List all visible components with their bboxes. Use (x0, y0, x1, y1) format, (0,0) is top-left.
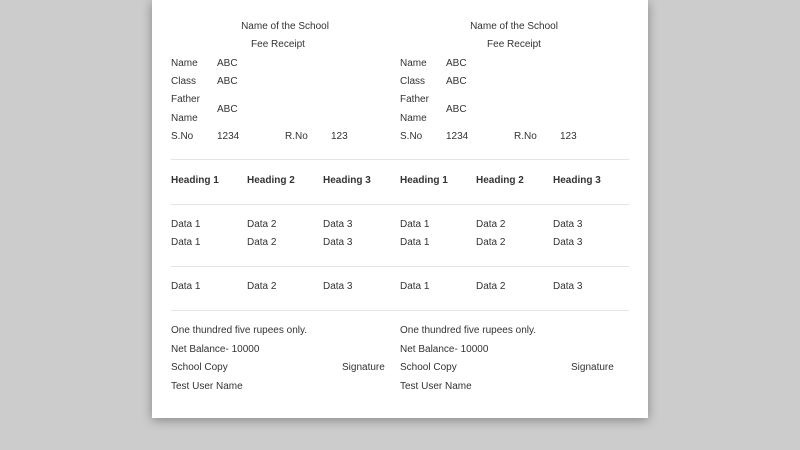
table-cell: Data 3 (553, 281, 583, 292)
table-cell: Data 3 (323, 237, 353, 248)
net-balance: Net Balance- 10000 (400, 344, 489, 355)
table-cell: Data 1 (171, 237, 201, 248)
net-balance: Net Balance- 10000 (171, 344, 260, 355)
rno-value: 123 (331, 131, 348, 142)
copy-label: School Copy (400, 362, 457, 373)
class-value: ABC (446, 76, 467, 87)
receipt-sheet (152, 0, 648, 418)
table-cell: Data 3 (323, 219, 353, 230)
rno-label: R.No (514, 131, 537, 142)
school-name: Name of the School (470, 21, 558, 32)
table-cell: Data 1 (171, 219, 201, 230)
amount-words: One thundred five rupees only. (171, 325, 308, 336)
divider (171, 266, 629, 267)
receipt-title: Fee Receipt (487, 39, 541, 50)
table-cell: Data 1 (400, 219, 430, 230)
sno-value: 1234 (446, 131, 469, 142)
school-name: Name of the School (241, 21, 329, 32)
table-cell: Data 2 (247, 237, 277, 248)
table-heading: Heading 3 (553, 175, 601, 186)
user-name: Test User Name (171, 381, 243, 392)
father-value: ABC (217, 104, 238, 115)
signature-label: Signature (342, 362, 385, 373)
table-heading: Heading 1 (171, 175, 219, 186)
table-heading: Heading 2 (476, 175, 524, 186)
name-value: ABC (217, 58, 238, 69)
rno-label: R.No (285, 131, 308, 142)
table-cell: Data 1 (400, 237, 430, 248)
table-cell: Data 1 (171, 281, 201, 292)
copy-label: School Copy (171, 362, 228, 373)
father-label: Father (400, 94, 429, 105)
receipt-title: Fee Receipt (251, 39, 305, 50)
class-label: Class (171, 76, 197, 87)
father-label: Father (171, 94, 200, 105)
signature-label: Signature (571, 362, 614, 373)
rno-value: 123 (560, 131, 577, 142)
table-cell: Data 2 (476, 237, 506, 248)
sno-value: 1234 (217, 131, 240, 142)
divider (171, 204, 629, 205)
table-cell: Data 2 (476, 281, 506, 292)
name-label: Name (400, 58, 427, 69)
class-value: ABC (217, 76, 238, 87)
table-heading: Heading 3 (323, 175, 371, 186)
sno-label: S.No (400, 131, 423, 142)
father-label-cont: Name (171, 113, 198, 124)
table-cell: Data 3 (553, 219, 583, 230)
table-heading: Heading 1 (400, 175, 448, 186)
table-cell: Data 2 (476, 219, 506, 230)
class-label: Class (400, 76, 426, 87)
name-label: Name (171, 58, 198, 69)
father-value: ABC (446, 104, 467, 115)
user-name: Test User Name (400, 381, 472, 392)
table-cell: Data 3 (553, 237, 583, 248)
divider (171, 159, 629, 160)
table-heading: Heading 2 (247, 175, 295, 186)
amount-words: One thundred five rupees only. (400, 325, 537, 336)
sno-label: S.No (171, 131, 194, 142)
table-cell: Data 2 (247, 219, 277, 230)
name-value: ABC (446, 58, 467, 69)
table-cell: Data 2 (247, 281, 277, 292)
divider (171, 310, 629, 311)
father-label-cont: Name (400, 113, 427, 124)
table-cell: Data 3 (323, 281, 353, 292)
table-cell: Data 1 (400, 281, 430, 292)
